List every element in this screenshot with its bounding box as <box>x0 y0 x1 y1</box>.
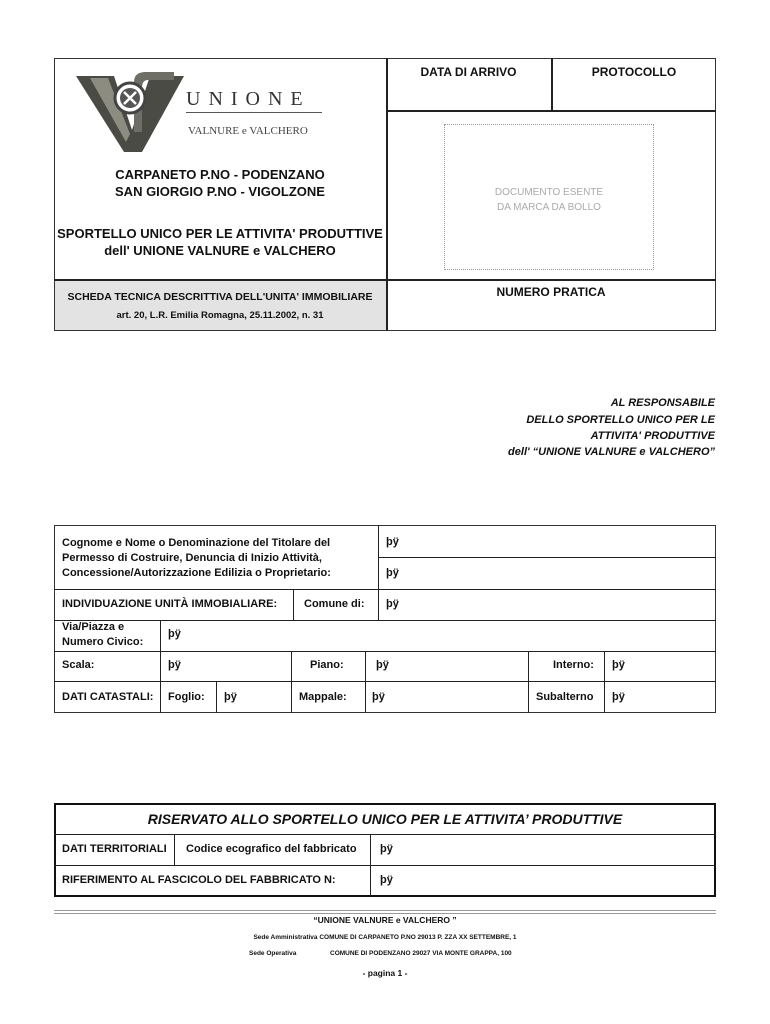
fascicolo-label: RIFERIMENTO AL FASCICOLO DEL FABBRICATO N: <box>62 874 336 886</box>
owner-field-2[interactable]: þÿ <box>386 567 399 579</box>
subalterno-field[interactable]: þÿ <box>612 691 625 703</box>
form-rule <box>293 589 294 620</box>
form-rule <box>291 651 292 713</box>
scheda-title: SCHEDA TECNICA DESCRITTIVA DELL'UNITA' IMMOBILIARE <box>67 291 373 303</box>
comune-label: Comune di: <box>304 598 365 610</box>
dati-territoriali-label: DATI TERRITORIALI <box>62 843 167 855</box>
logo-underline <box>186 112 322 113</box>
stamp-text-1: DOCUMENTO ESENTE <box>494 187 604 198</box>
form-rule <box>528 651 529 713</box>
foglio-label: Foglio: <box>168 691 205 703</box>
individuazione-label: INDIVIDUAZIONE UNITÀ IMMOBIALIARE: <box>62 598 278 610</box>
sportello-line-1: SPORTELLO UNICO PER LE ATTIVITA' PRODUTTIVE <box>57 226 383 241</box>
form-rule <box>365 651 366 713</box>
piano-label: Piano: <box>310 659 344 671</box>
comune-field[interactable]: þÿ <box>386 598 399 610</box>
reserved-rule <box>174 834 175 865</box>
numero-pratica-label: NUMERO PRATICA <box>496 285 606 299</box>
stamp-text-2: DA MARCA DA BOLLO <box>497 202 601 213</box>
footer-org: “UNIONE VALNURE e VALCHERO ” <box>313 915 457 925</box>
page-number: - pagina 1 - <box>362 968 408 978</box>
codice-ecografico-field[interactable]: þÿ <box>380 843 393 855</box>
via-label-1: Via/Piazza e <box>62 621 125 633</box>
logo-subtitle: VALNURE e VALCHERO <box>188 125 308 137</box>
codice-ecografico-label: Codice ecografico del fabbricato <box>186 843 357 855</box>
foglio-field[interactable]: þÿ <box>224 691 237 703</box>
fascicolo-field[interactable]: þÿ <box>380 874 393 886</box>
scala-label: Scala: <box>62 659 95 671</box>
form-rule <box>54 681 716 682</box>
address-line-1: AL RESPONSABILE <box>610 397 715 409</box>
address-line-2: DELLO SPORTELLO UNICO PER LE <box>526 414 715 426</box>
reserved-title: RISERVATO ALLO SPORTELLO UNICO PER LE ATTIVITA’ PRODUTTIVE <box>147 811 623 827</box>
footer-rule <box>54 910 716 911</box>
towns-line-2: SAN GIORGIO P.NO - VIGOLZONE <box>115 184 325 199</box>
piano-field[interactable]: þÿ <box>376 659 389 671</box>
catastali-label: DATI CATASTALI: <box>62 691 154 703</box>
reserved-rule <box>54 865 716 866</box>
logo-name: UNIONE <box>186 88 311 110</box>
footer-rule <box>54 913 716 914</box>
address-line-4: dell' “UNIONE VALNURE e VALCHERO” <box>508 446 715 458</box>
form-rule <box>604 651 605 713</box>
address-line-3: ATTIVITA' PRODUTTIVE <box>590 430 715 442</box>
reserved-rule <box>370 834 371 896</box>
via-label-2: Numero Civico: <box>62 636 144 648</box>
scheda-background <box>55 281 386 330</box>
form-rule <box>378 525 379 620</box>
protocollo-label: PROTOCOLLO <box>591 65 677 79</box>
logo-emblem-icon <box>74 72 194 154</box>
mappale-field[interactable]: þÿ <box>372 691 385 703</box>
owner-label-3: Concessione/Autorizzazione Edilizia o Proprietario: <box>62 567 331 579</box>
footer-sede-amministrativa: Sede Amministrativa COMUNE DI CARPANETO P.NO 29013 P. ZZA XX SETTEMBRE, 1 <box>253 934 517 941</box>
form-rule <box>160 620 161 713</box>
owner-label-2: Permesso di Costruire, Denuncia di Inizio Attività, <box>62 552 322 564</box>
form-rule <box>378 557 716 558</box>
owner-label-1: Cognome e Nome o Denominazione del Titolare del <box>62 537 331 549</box>
form-rule <box>54 620 716 621</box>
subalterno-label: Subalterno <box>536 691 594 703</box>
unione-logo <box>74 72 194 154</box>
form-rule <box>54 651 716 652</box>
reserved-rule <box>54 834 716 835</box>
owner-field-1[interactable]: þÿ <box>386 536 399 548</box>
mappale-label: Mappale: <box>299 691 347 703</box>
towns-line-1: CARPANETO P.NO - PODENZANO <box>115 167 325 182</box>
form-rule <box>54 589 716 590</box>
interno-label: Interno: <box>553 659 594 671</box>
data-arrivo-label: DATA DI ARRIVO <box>420 65 517 79</box>
footer-sede-operativa-label: Sede Operativa <box>249 950 297 957</box>
scheda-reference: art. 20, L.R. Emilia Romagna, 25.11.2002, n. 31 <box>116 310 324 321</box>
header-rule <box>386 110 716 112</box>
footer-sede-operativa-value: COMUNE DI PODENZANO 29027 VIA MONTE GRAPPA, 100 <box>330 950 512 957</box>
via-field[interactable]: þÿ <box>168 628 181 640</box>
form-rule <box>216 681 217 713</box>
interno-field[interactable]: þÿ <box>612 659 625 671</box>
scala-field[interactable]: þÿ <box>168 659 181 671</box>
sportello-line-2: dell' UNIONE VALNURE e VALCHERO <box>104 243 336 258</box>
